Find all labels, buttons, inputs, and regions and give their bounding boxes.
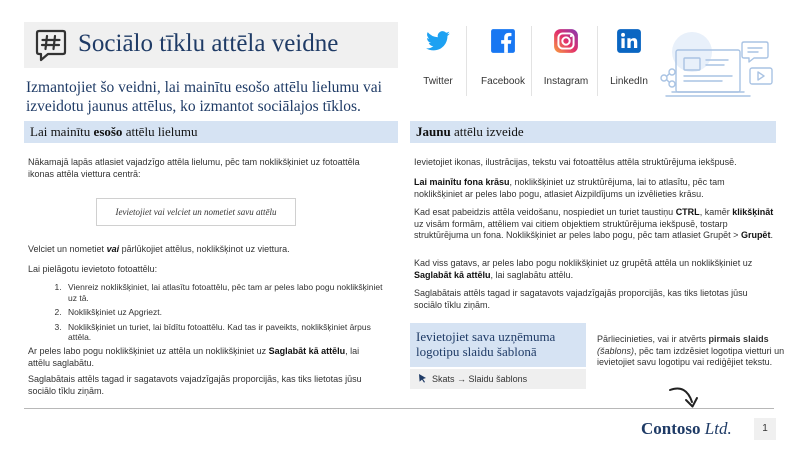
text: , pēc tam izdzēsiet logotipa vietturi un ievietojiet savu logotipu vai rediģējiet tekstu. [597,345,785,367]
menu-path-slide-master[interactable]: Slaidu šablons [468,374,528,384]
bold-text: CTRL [675,207,700,217]
right-paragraph-3 [414,207,776,242]
laptop-social-illustration [658,30,778,110]
right-paragraph-1: Ievietojiet ikonas, ilustrācijas, tekstu vai fotoattēlus attēla struktūrējuma iekšpusē. [414,157,737,167]
bold-text: pirmais slaids [708,334,769,344]
arrow-icon: → [457,374,467,384]
left-paragraph-2 [28,244,378,256]
bold-text: Saglabāt kā attēlu [414,269,491,280]
social-facebook [468,28,538,87]
left-section-heading [24,121,398,143]
social-twitter [403,28,473,87]
text: Kad viss gatavs, ar peles labo pogu noklikšķiniet uz grupētā attēla un noklikšķiniet uz [414,258,753,268]
list-item: 1. Vienreiz noklikšķiniet, lai atlasītu fotoattēlu, pēc tam ar peles labo pogu noklikšķiniet uz tā. [64,282,384,303]
text: , kamēr [699,207,733,217]
divider [466,26,467,96]
company-suffix: Ltd. [704,419,732,438]
bold-text: Grupēt [740,230,771,240]
text: Velciet un nometiet [28,244,107,254]
right-section-heading [410,121,776,143]
company-brand: Contoso [641,419,701,438]
list-item: 2. Noklikšķiniet uz Apgriezt. [64,307,384,318]
italic-text: (šablons) [597,345,635,356]
menu-path-view[interactable]: Skats [432,374,455,384]
text: , lai attēlu saglabātu. [28,346,360,368]
right-paragraph-2 [414,177,774,200]
page-title: Sociālo tīklu attēla veidne [78,30,339,57]
footer-divider [24,408,774,409]
page-number: 1 [754,418,776,440]
heading-bold-text: esošo [93,124,123,139]
heading-text: Lai mainītu [30,124,94,139]
steps-list [46,282,384,347]
social-linkedin [594,28,664,87]
emphasis-text: vai [106,244,120,254]
text: . [770,230,773,240]
cursor-icon [418,373,428,383]
social-instagram [531,28,601,87]
heading-bold-text: Jaunu [416,124,451,139]
left-paragraph-4 [28,346,372,369]
text: Kad esat pabeidzis attēla veidošanu, nospiediet un turiet taustiņu [414,207,676,217]
bold-text: klikšķināt [732,207,774,217]
bold-text: Saglabāt kā attēlu [268,346,346,356]
text: , lai saglabātu attēlu. [490,269,574,280]
text: Ar peles labo pogu noklikšķiniet uz attēla un noklikšķiniet uz [28,346,269,356]
left-paragraph-3: Lai pielāgotu ievietoto fotoattēlu: [28,264,158,274]
right-paragraph-5: Saglabātais attēls tagad ir sagatavots vajadzīgajās proporcijās, kas tiks lietotas jūsu sociālo tīklu ziņām. [414,288,748,310]
social-label: LinkedIn [610,76,648,87]
text: Pārliecinieties, vai ir atvērts [597,334,709,344]
hashtag-chat-icon [34,28,68,62]
twitter-icon [425,28,451,54]
social-label: Instagram [543,76,589,87]
linkedin-icon [616,28,642,54]
image-placeholder-callout: Ievietojiet vai velciet un nometiet savu attēlu [96,198,296,226]
right-paragraph-4 [414,258,776,281]
social-label: Twitter [423,76,453,87]
list-item: 3. Noklikšķiniet un turiet, lai bīdītu fotoattēlu. Kad tas ir paveikts, noklikšķiniet ārpus attēla. [64,322,384,343]
text: pārlūkojiet attēlus, noklikšķinot uz viettura. [119,244,290,254]
text: uz visām formām, attēliem vai citiem objektiem struktūrējuma iekšpusē, tostarp struktūrējuma un fona. Noklikšķiniet ar peles labo pogu, pēc tam atlasiet Grupēt > [414,218,741,240]
left-paragraph-5: Saglabātais attēls tagad ir sagatavots vajadzīgajās proporcijās, kas tiks lietotas jūsu sociālo tīklu ziņām. [28,374,362,396]
intro-text: Izmantojiet šo veidni, lai mainītu esošo attēlu lielumu vai izveidotu jaunus attēlus, ko izmantot sociālajos tīklos. [26,79,382,115]
facebook-icon [490,28,516,54]
social-label: Facebook [481,76,525,87]
bold-text: Lai mainītu fona krāsu [414,177,510,187]
left-paragraph-1: Nākamajā lapās atlasiet vajadzīgo attēla lielumu, pēc tam noklikšķiniet uz fotoattēla ikonas attēla viettura centrā: [28,157,360,179]
instagram-icon [553,28,579,54]
heading-text: attēlu lielumu [122,124,198,139]
logo-section-heading: Ievietojiet sava uzņēmuma logotipu slaidu šablonā [410,323,586,367]
logo-tip-text [597,334,789,369]
heading-text: attēlu izveide [450,124,524,139]
menu-path [410,369,586,389]
text: , noklikšķiniet uz struktūrējuma, lai to atlasītu, pēc tam noklikšķiniet ar peles labo pogu, atlasiet Aizpildījums un izvēlieties krāsu. [414,177,725,199]
company-logo [641,419,732,439]
